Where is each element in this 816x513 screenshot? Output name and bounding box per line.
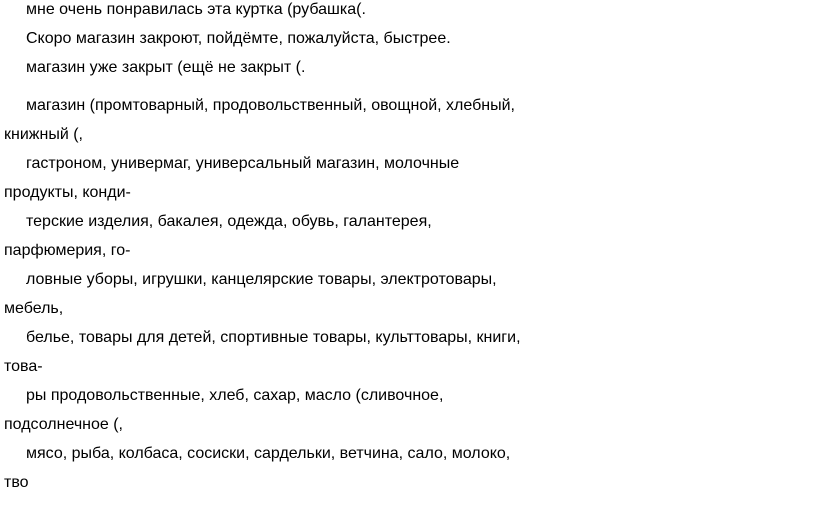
text-line: Скоро магазин закроют, пойдёмте, пожалуйста, быстрее. xyxy=(26,30,451,47)
text-line: мясо, рыба, колбаса, сосиски, сардельки, ветчина, сало, молоко, xyxy=(26,445,511,462)
text-line: продукты, конди- xyxy=(4,184,131,201)
text-line: мебель, xyxy=(4,300,64,317)
text-line: гастроном, универмаг, универсальный магазин, молочные xyxy=(26,155,460,172)
text-line: белье, товары для детей, спортивные товары, культтовары, книги, xyxy=(26,329,521,346)
text-line: магазин уже закрыт (ещё не закрыт (. xyxy=(26,59,306,76)
text-line: парфюмерия, го- xyxy=(4,242,131,259)
text-line: ловные уборы, игрушки, канцелярские товары, электротовары, xyxy=(26,271,497,288)
text-line: тво xyxy=(4,474,29,491)
text-line: мне очень понравилась эта куртка (рубашка(. xyxy=(26,1,366,18)
text-line: книжный (, xyxy=(4,126,83,143)
text-line: това- xyxy=(4,358,43,375)
text-line: подсолнечное (, xyxy=(4,416,123,433)
text-line: терские изделия, бакалея, одежда, обувь, галантерея, xyxy=(26,213,432,230)
text-line: магазин (промтоварный, продовольственный, овощной, хлебный, xyxy=(26,97,515,114)
text-line: ры продовольственные, хлеб, сахар, масло (сливочное, xyxy=(26,387,444,404)
